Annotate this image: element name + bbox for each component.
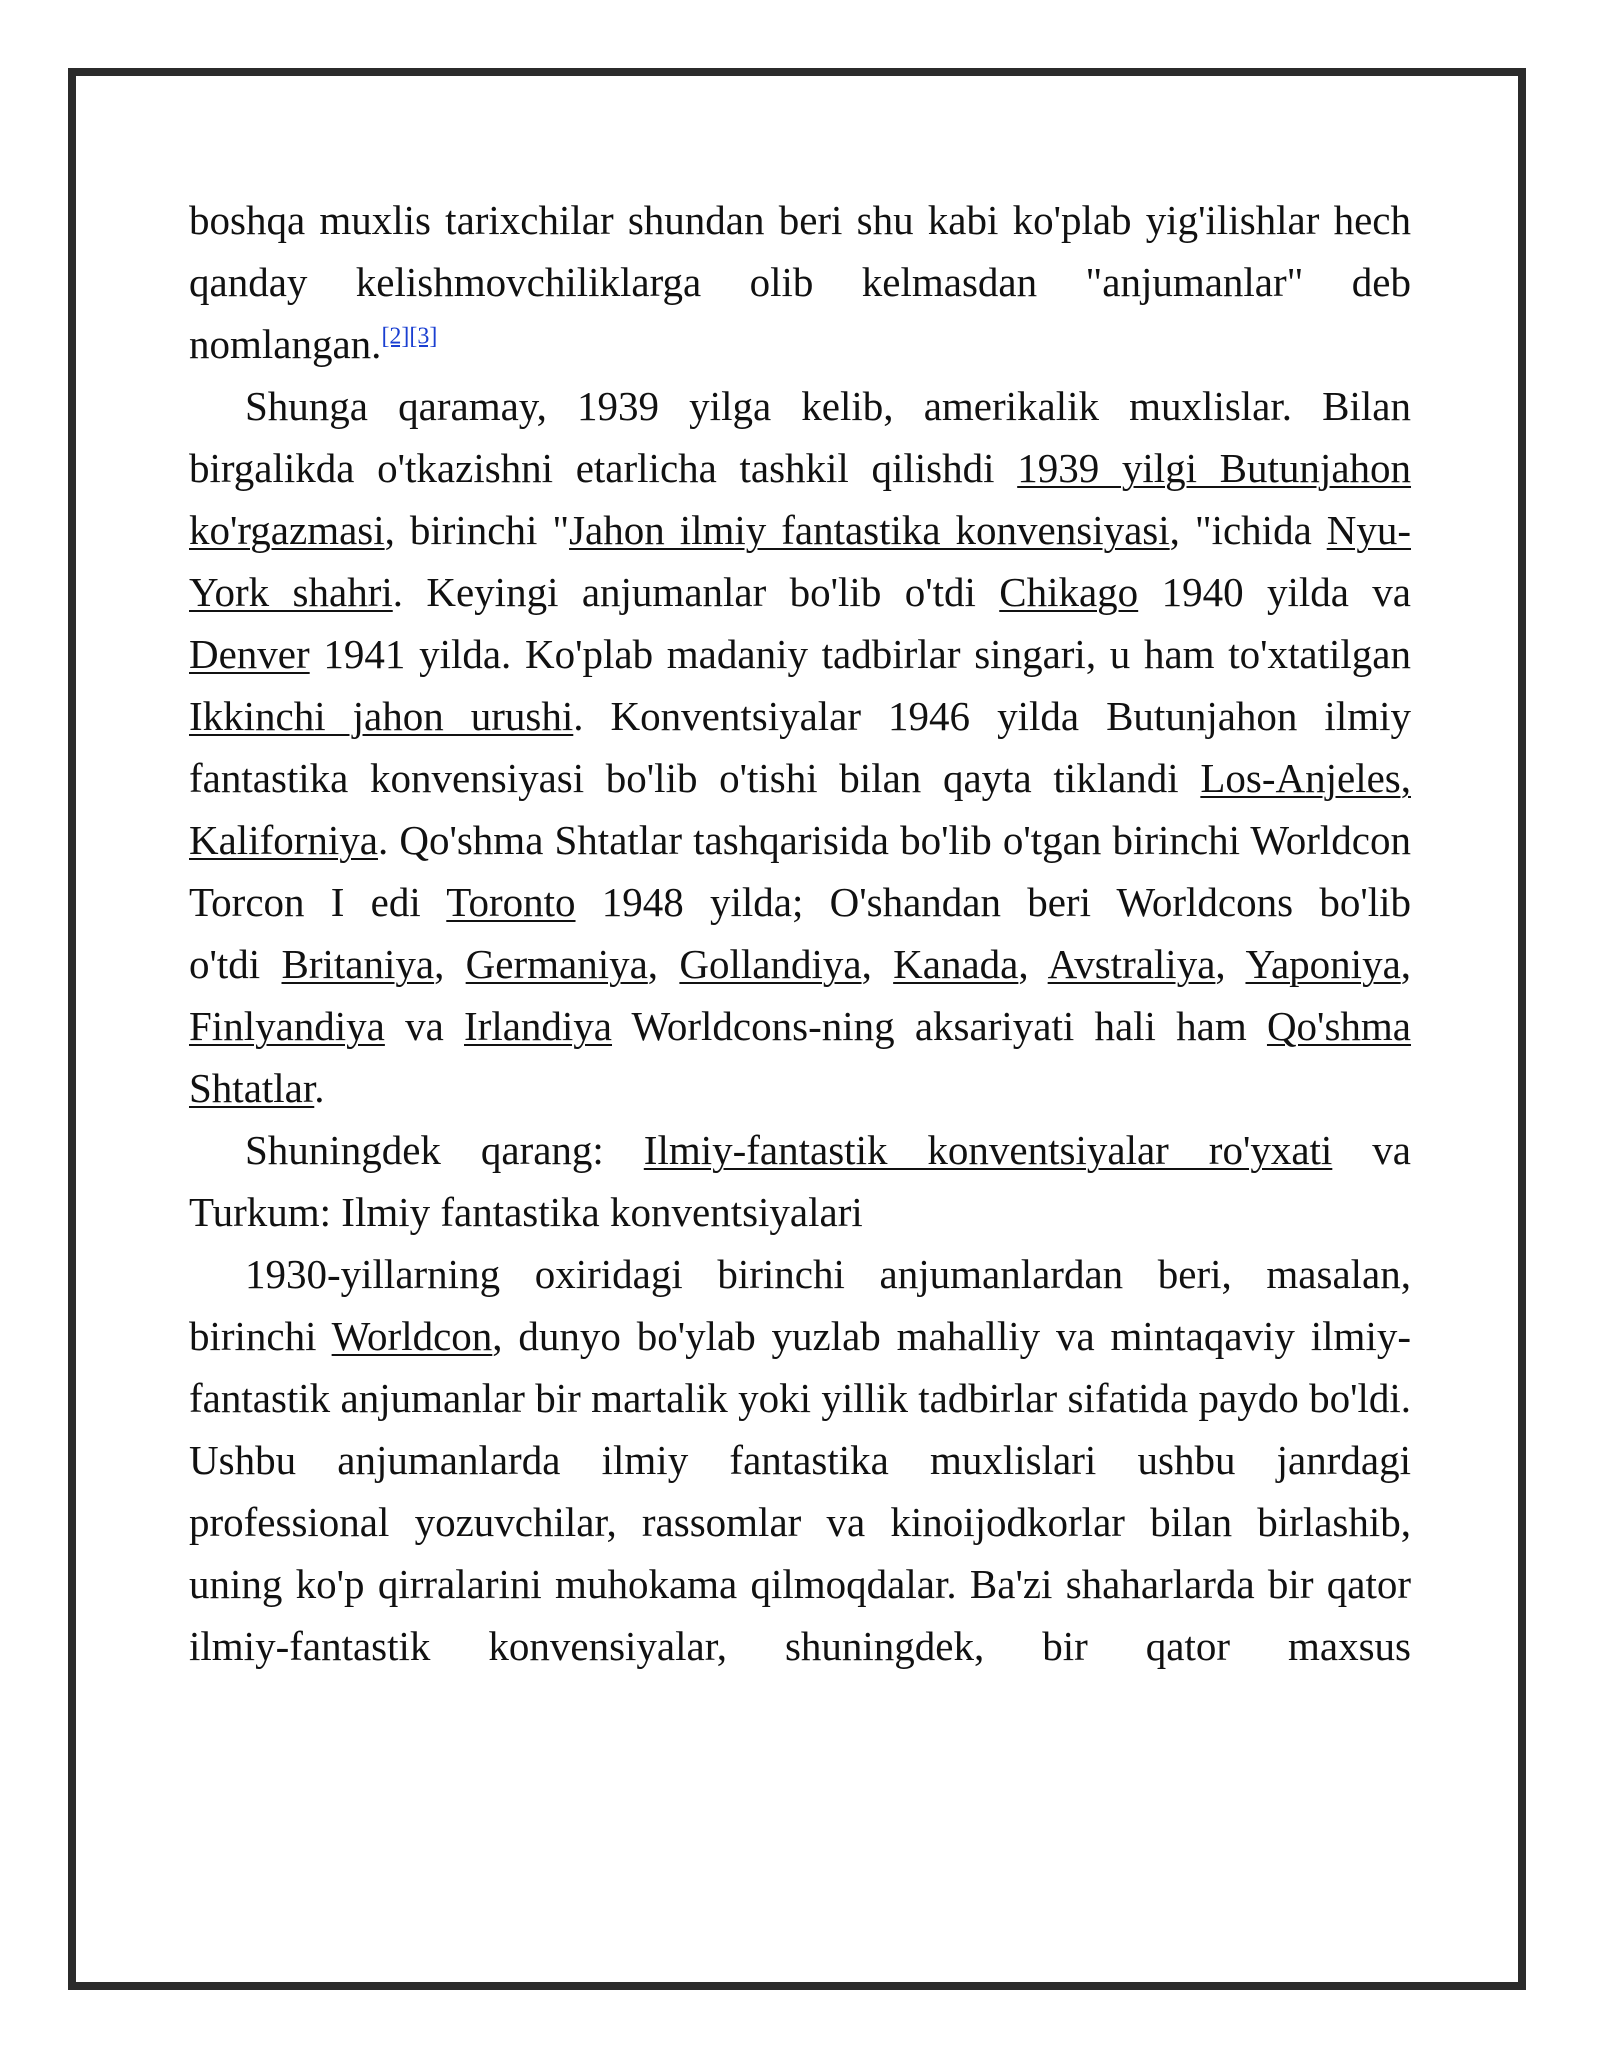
link-1939-world-fair[interactable]: 1939 yilgi Butunjahon ko'rgazmasi bbox=[189, 445, 1412, 553]
link-chicago[interactable]: Chikago bbox=[999, 569, 1139, 615]
link-united-states[interactable]: Qo'shma Shtatlar bbox=[189, 1003, 1411, 1111]
paragraph-1 bbox=[189, 189, 1411, 375]
separator: , bbox=[1215, 941, 1246, 987]
reference-superscript bbox=[381, 323, 437, 349]
separator: , bbox=[861, 941, 894, 987]
separator: , bbox=[1018, 941, 1048, 987]
paragraph-2-text: 1948 yilda; O'shandan beri Worldcons bo'lib bbox=[575, 879, 1411, 925]
separator: , bbox=[434, 941, 466, 987]
link-worldcon[interactable]: Worldcon bbox=[331, 1313, 493, 1359]
paragraph-2-text: . Keyingi anjumanlar bo'lib o'tdi bbox=[392, 569, 1000, 615]
document-body bbox=[189, 189, 1411, 1677]
separator: , bbox=[647, 941, 680, 987]
paragraph-text: Worldcons-ning aksariyati hali ham bbox=[612, 1003, 1267, 1049]
paragraph-2-text: 1940 yilda va bbox=[1138, 569, 1412, 615]
paragraph-4-text: , dunyo bo'ylab yuzlab mahalliy va mintaqaviy ilmiy-fantastik anjumanlar bir martalik yoki yillik tadbirlar sifatida paydo bo'ldi. Ushbu anjumanlarda ilmiy fantastika muxlislari ushbu janrdagi professional yozuvchilar, rassomlar va kinoijodkorlar bilan birlashib, uning ko'p qirralarini muhokama qilmoqdalar. Ba'zi shaharlarda bir qator ilmiy-fantastik konvensiyalar, shuningdek, bir qator maxsus bbox=[189, 1313, 1411, 1669]
paragraph-1-text: boshqa muxlis tarixchilar shundan beri shu kabi ko'plab yig'ilishlar hech qanday kelishmovchiliklarga olib kelmasdan "anjumanlar" deb nomlangan. bbox=[189, 197, 1411, 367]
paragraph-2-text: 1941 yilda. Ko'plab madaniy tadbirlar singari, u ham to'xtatilgan bbox=[309, 631, 1411, 677]
paragraph-4 bbox=[189, 1243, 1411, 1677]
link-new-york-city[interactable]: Nyu-York shahri bbox=[189, 507, 1411, 615]
link-denver[interactable]: Denver bbox=[189, 631, 310, 677]
paragraph-text: va bbox=[384, 1003, 465, 1049]
paragraph-2-text: . Konventsiyalar 1946 yilda Butunjahon ilmiy fantastika konvensiyasi bo'lib o'tishi bilan qayta tiklandi bbox=[189, 693, 1411, 801]
link-ireland[interactable]: Irlandiya bbox=[464, 1003, 612, 1049]
paragraph-text: o'tdi bbox=[189, 941, 282, 987]
link-world-war-ii[interactable]: Ikkinchi jahon urushi bbox=[189, 693, 574, 739]
paragraph-see-also bbox=[189, 1119, 1411, 1243]
link-australia[interactable]: Avstraliya bbox=[1047, 941, 1216, 987]
link-japan[interactable]: Yaponiya bbox=[1245, 941, 1401, 987]
paragraph-2-text: . Qo'shma Shtatlar tashqarisida bo'lib o'tgan birinchi Worldcon Torcon I edi bbox=[189, 817, 1411, 925]
paragraph-2-text: Shunga qaramay, 1939 yilga kelib, amerikalik muxlislar. Bilan birgalikda o'tkazishni etarlicha tashkil qilishdi bbox=[189, 383, 1411, 491]
paragraph-2-text: , birinchi " bbox=[384, 507, 570, 553]
link-finland[interactable]: Finlyandiya bbox=[189, 1003, 385, 1049]
link-toronto[interactable]: Toronto bbox=[446, 879, 576, 925]
paragraph-text: . bbox=[314, 1065, 325, 1111]
link-los-angeles[interactable]: Los-Anjeles, Kaliforniya bbox=[189, 755, 1411, 863]
reference-link-2[interactable]: [2] bbox=[381, 323, 410, 350]
see-also-text: Shuningdek qarang: bbox=[245, 1127, 644, 1173]
link-convention-list[interactable]: Ilmiy-fantastik konventsiyalar ro'yxati bbox=[643, 1127, 1333, 1173]
separator: , bbox=[1400, 941, 1412, 987]
paragraph-2 bbox=[189, 375, 1411, 933]
link-britain[interactable]: Britaniya bbox=[281, 941, 435, 987]
link-canada[interactable]: Kanada bbox=[893, 941, 1019, 987]
link-worldcon-article[interactable]: Jahon ilmiy fantastika konvensiyasi bbox=[569, 507, 1170, 553]
paragraph-2-text: , "ichida bbox=[1169, 507, 1327, 553]
see-also-text: va Turkum: Ilmiy fantastika konventsiyalari bbox=[189, 1127, 1411, 1235]
reference-link-3[interactable]: [3] bbox=[409, 323, 438, 350]
link-netherlands[interactable]: Gollandiya bbox=[679, 941, 862, 987]
link-germany[interactable]: Germaniya bbox=[465, 941, 648, 987]
paragraph-2-continued bbox=[189, 933, 1411, 1119]
paragraph-4-text: 1930-yillarning oxiridagi birinchi anjumanlardan beri, masalan, birinchi bbox=[189, 1251, 1411, 1359]
